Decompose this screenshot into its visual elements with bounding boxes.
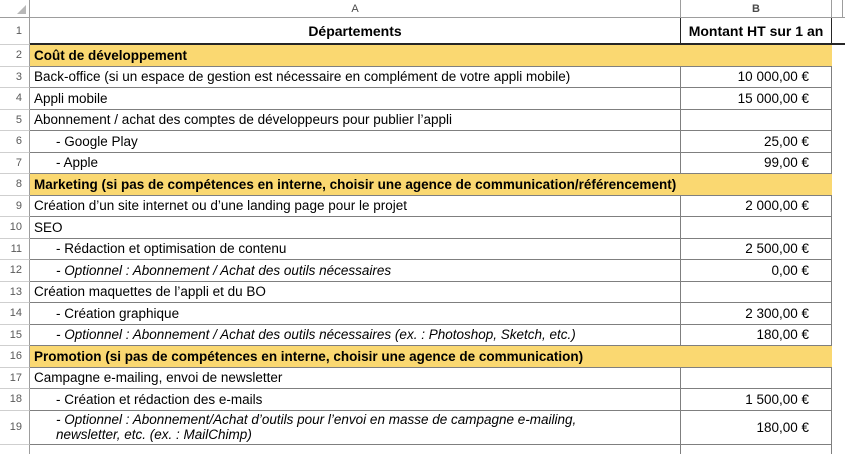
table-row xyxy=(0,217,845,239)
table-row xyxy=(0,239,845,261)
header-cell-departements[interactable] xyxy=(30,18,681,45)
cell-departement[interactable] xyxy=(30,260,681,282)
cell-montant[interactable] xyxy=(681,346,832,368)
cell-montant[interactable] xyxy=(681,88,832,110)
header-label-departements: Départements xyxy=(308,22,402,39)
cell-departement-label: Création d’un site internet ou d’une landing page pour le projet xyxy=(34,198,408,213)
row-filler xyxy=(832,239,845,261)
table-row xyxy=(0,411,845,445)
table-row xyxy=(0,67,845,89)
row-number[interactable]: 6 xyxy=(0,131,30,153)
cell-departement[interactable] xyxy=(30,174,681,196)
table-row xyxy=(0,196,845,218)
table-row xyxy=(0,110,845,132)
cell-departement-label: - Optionnel : Abonnement/Achat d’outils pour l’envoi en masse de campagne e-mailing, newsletter, etc. (ex. : MailChimp) xyxy=(56,412,577,442)
column-header-strip xyxy=(0,0,845,18)
row-number[interactable]: 5 xyxy=(0,110,30,132)
cell-departement-label: Promotion (si pas de compétences en interne, choisir une agence de communication) xyxy=(34,348,584,364)
cell-montant[interactable] xyxy=(681,239,832,261)
cell-montant[interactable] xyxy=(681,174,832,196)
cell-departement-label: Coût de développement xyxy=(34,47,188,63)
table-row xyxy=(0,282,845,304)
cell-departement[interactable] xyxy=(30,239,681,261)
cell-montant-value: 2 500,00 € xyxy=(745,241,809,256)
cell-montant[interactable] xyxy=(681,411,832,445)
table-row xyxy=(0,368,845,390)
cell-montant[interactable] xyxy=(681,282,832,304)
table-row xyxy=(0,153,845,175)
row-number[interactable]: 4 xyxy=(0,88,30,110)
column-header-b[interactable]: B xyxy=(681,0,832,17)
cell-departement[interactable] xyxy=(30,45,681,67)
row-filler xyxy=(832,260,845,282)
row-number[interactable]: 14 xyxy=(0,303,30,325)
cell-departement[interactable] xyxy=(30,303,681,325)
row-filler xyxy=(832,174,845,196)
cell-departement[interactable] xyxy=(30,411,681,445)
table-row xyxy=(0,303,845,325)
cell-montant[interactable] xyxy=(681,196,832,218)
cell-montant-value: 1 500,00 € xyxy=(745,391,809,407)
cell-montant-value: 99,00 € xyxy=(763,155,809,170)
cell-departement[interactable] xyxy=(30,325,681,347)
row-number[interactable] xyxy=(0,445,30,454)
cell-departement[interactable] xyxy=(30,131,681,153)
table-row xyxy=(0,389,845,411)
select-all-triangle-icon xyxy=(17,5,26,14)
row-filler xyxy=(832,389,845,411)
cell-departement-label: Abonnement / achat des comptes de développeurs pour publier l’appli xyxy=(34,112,453,127)
row-filler xyxy=(832,325,845,347)
cell-montant-value: 25,00 € xyxy=(763,133,809,149)
cell-departement-label: SEO xyxy=(34,219,63,235)
row-filler xyxy=(832,411,845,445)
table-header-row xyxy=(0,18,845,45)
column-header-c-sliver[interactable] xyxy=(832,0,843,17)
cell-montant-value: 180,00 € xyxy=(756,327,809,342)
cell-departement[interactable] xyxy=(30,196,681,218)
row-filler xyxy=(832,217,845,239)
row-filler xyxy=(832,67,845,89)
cell-departement[interactable] xyxy=(30,217,681,239)
row-filler xyxy=(832,282,845,304)
cell-montant[interactable] xyxy=(681,389,832,411)
cell-montant[interactable] xyxy=(681,445,832,454)
cell-montant-value: 2 300,00 € xyxy=(745,305,809,321)
cell-montant[interactable] xyxy=(681,110,832,132)
table-row xyxy=(0,131,845,153)
cell-montant[interactable] xyxy=(681,325,832,347)
row-filler xyxy=(832,18,845,45)
cell-montant[interactable] xyxy=(681,131,832,153)
row-number[interactable]: 11 xyxy=(0,239,30,261)
row-number[interactable]: 17 xyxy=(0,368,30,390)
row-filler xyxy=(832,445,845,454)
select-all-button[interactable] xyxy=(0,0,30,17)
row-filler xyxy=(832,346,845,368)
cell-departement[interactable] xyxy=(30,445,681,454)
cell-departement-label: - Création et rédaction des e-mails xyxy=(56,391,263,407)
header-cell-montant[interactable] xyxy=(681,18,832,45)
cell-departement-label: Marketing (si pas de compétences en interne, choisir une agence de communication/référencement) xyxy=(34,176,677,192)
cell-montant-value: 10 000,00 € xyxy=(737,69,809,84)
cell-departement-label: Création maquettes de l’appli et du BO xyxy=(34,284,266,299)
cell-departement[interactable] xyxy=(30,110,681,132)
cell-departement-label: Back-office (si un espace de gestion est nécessaire en complément de votre appli mobile) xyxy=(34,69,571,84)
row-number[interactable]: 18 xyxy=(0,389,30,411)
cell-departement[interactable] xyxy=(30,282,681,304)
row-filler xyxy=(832,368,845,390)
cell-montant[interactable] xyxy=(681,260,832,282)
cell-departement-label: - Rédaction et optimisation de contenu xyxy=(56,241,287,256)
column-header-a[interactable]: A xyxy=(30,0,681,17)
table-row xyxy=(0,346,845,368)
cell-montant-value: 180,00 € xyxy=(756,419,809,435)
table-row xyxy=(0,325,845,347)
row-filler xyxy=(832,303,845,325)
cell-departement[interactable] xyxy=(30,67,681,89)
table-row xyxy=(0,45,845,67)
header-label-montant: Montant HT sur 1 an xyxy=(688,22,824,39)
cell-departement-label: - Optionnel : Abonnement / Achat des outils nécessaires (ex. : Photoshop, Sketch, etc.) xyxy=(56,327,576,342)
cell-departement-label: Appli mobile xyxy=(34,90,108,106)
row-number[interactable]: 8 xyxy=(0,174,30,196)
cell-montant[interactable] xyxy=(681,67,832,89)
cell-departement[interactable] xyxy=(30,346,681,368)
cell-departement-label: - Optionnel : Abonnement / Achat des outils nécessaires xyxy=(56,262,392,278)
row-filler xyxy=(832,153,845,175)
cell-montant[interactable] xyxy=(681,303,832,325)
cell-montant[interactable] xyxy=(681,217,832,239)
row-number[interactable]: 16 xyxy=(0,346,30,368)
cell-departement[interactable] xyxy=(30,389,681,411)
cell-departement[interactable] xyxy=(30,368,681,390)
row-number[interactable]: 9 xyxy=(0,196,30,218)
cell-montant-value: 2 000,00 € xyxy=(745,198,809,213)
row-number[interactable]: 7 xyxy=(0,153,30,175)
cell-departement-label: - Création graphique xyxy=(56,305,180,321)
row-number[interactable]: 2 xyxy=(0,45,30,67)
row-number[interactable]: 3 xyxy=(0,67,30,89)
row-number[interactable]: 10 xyxy=(0,217,30,239)
table-row xyxy=(0,88,845,110)
table-row xyxy=(0,174,845,196)
row-number[interactable]: 1 xyxy=(0,18,30,45)
grid xyxy=(0,18,845,454)
table-row xyxy=(0,260,845,282)
cell-departement-label: - Apple xyxy=(56,155,99,170)
cell-montant[interactable] xyxy=(681,368,832,390)
cell-montant-value: 0,00 € xyxy=(771,262,809,278)
cell-montant[interactable] xyxy=(681,45,832,67)
row-filler xyxy=(832,131,845,153)
cell-departement[interactable] xyxy=(30,88,681,110)
cell-departement-label: Campagne e-mailing, envoi de newsletter xyxy=(34,370,283,385)
row-filler xyxy=(832,45,845,67)
cell-montant-value: 15 000,00 € xyxy=(737,90,809,106)
row-number[interactable]: 13 xyxy=(0,282,30,304)
row-filler xyxy=(832,196,845,218)
row-number[interactable]: 12 xyxy=(0,260,30,282)
cell-departement[interactable] xyxy=(30,153,681,175)
table-row xyxy=(0,445,845,454)
row-filler xyxy=(832,110,845,132)
row-filler xyxy=(832,88,845,110)
cell-departement-label: - Google Play xyxy=(56,133,138,149)
row-number[interactable]: 19 xyxy=(0,411,30,445)
cell-montant[interactable] xyxy=(681,153,832,175)
row-number[interactable]: 15 xyxy=(0,325,30,347)
